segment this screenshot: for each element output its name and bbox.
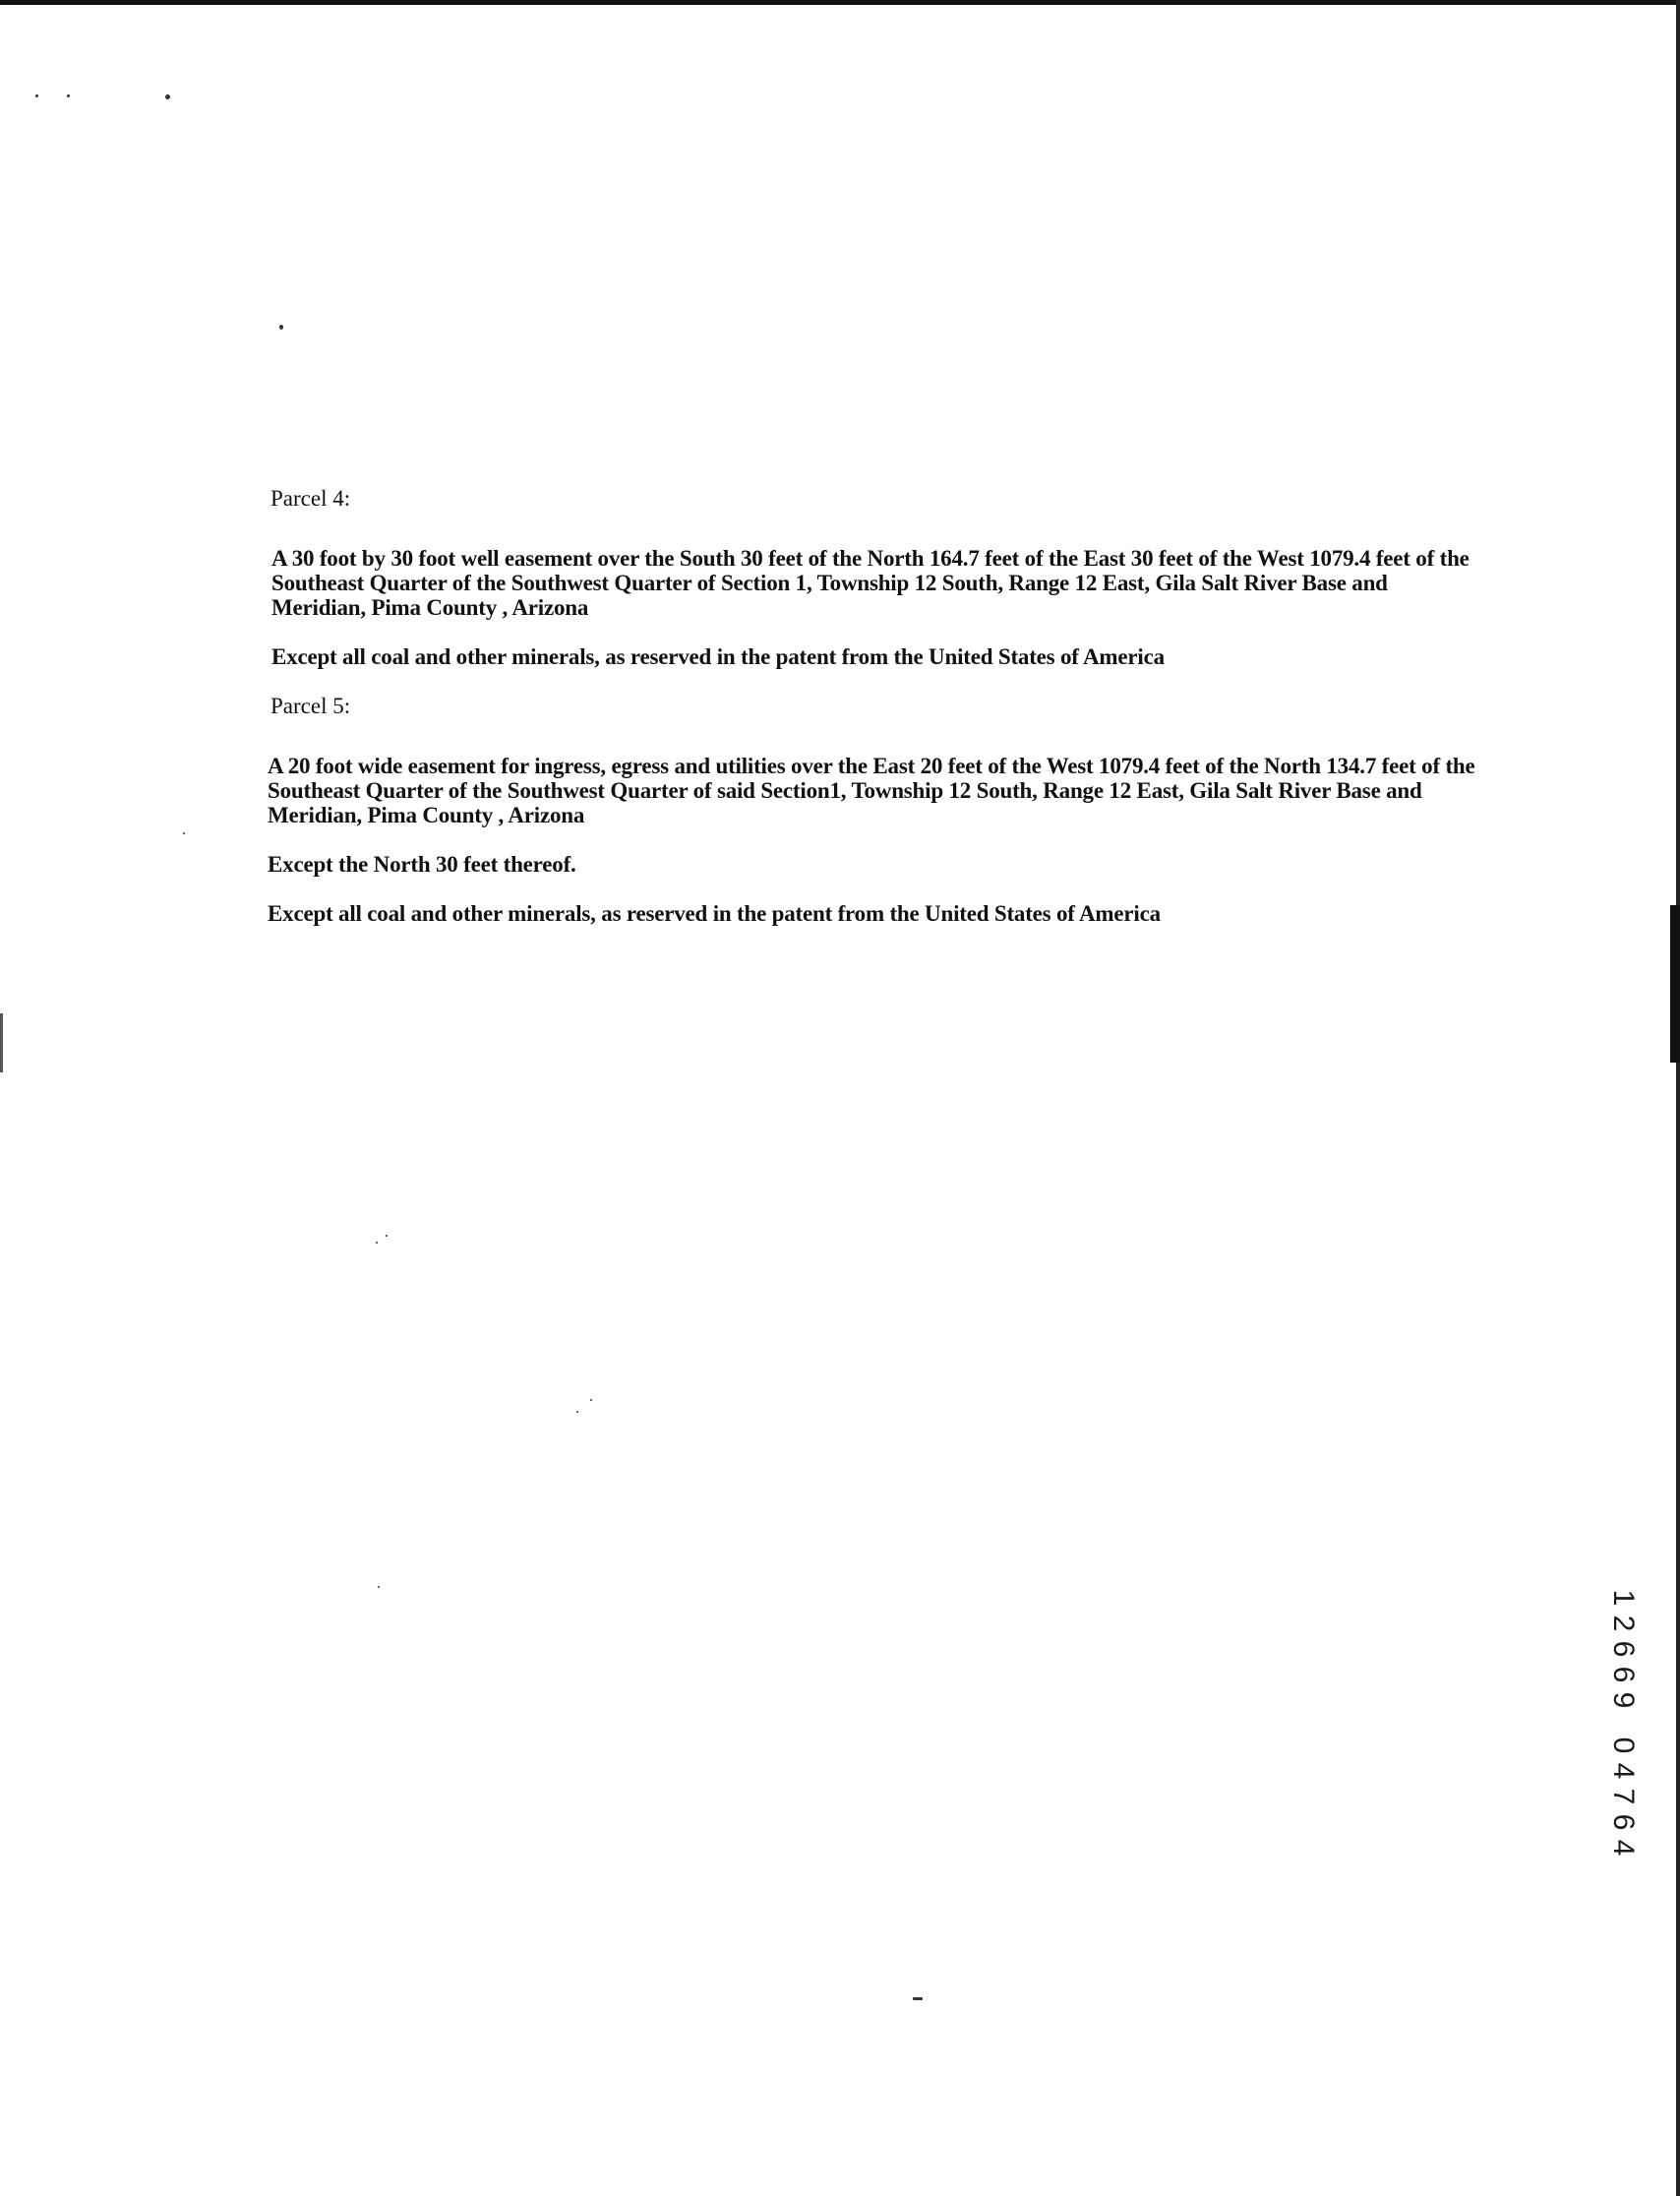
document-number-stamp bbox=[1601, 1586, 1645, 1871]
scan-edge-right-mark bbox=[1670, 905, 1680, 1063]
scan-speck bbox=[279, 325, 283, 330]
parcel-5-exception-north: Except the North 30 feet thereof. bbox=[268, 852, 576, 877]
parcel-4-description: A 30 foot by 30 foot well easement over the South 30 feet of the North 164.7 feet of the East 30 feet of the West 1079.4 feet of the Southeast Quarter of the Southwest Quarter of Section 1, Township 12 South, Range 12 East, Gila Salt River Base and Meridian, Pima County , Arizona bbox=[271, 546, 1470, 620]
scan-speck bbox=[576, 1411, 578, 1413]
scan-speck bbox=[376, 1242, 378, 1244]
scan-speck bbox=[183, 832, 185, 834]
document-number-digit: 4 bbox=[1607, 1839, 1640, 1857]
scan-speck bbox=[590, 1399, 592, 1401]
parcel-5-heading: Parcel 5: bbox=[270, 694, 351, 718]
scan-speck bbox=[165, 94, 170, 99]
scan-speck bbox=[378, 1586, 380, 1588]
document-number-digit: 2 bbox=[1607, 1615, 1640, 1632]
document-number-digit: 9 bbox=[1607, 1691, 1640, 1709]
document-number-digit: 6 bbox=[1607, 1813, 1640, 1831]
document-body bbox=[268, 486, 1477, 950]
parcel-5-exception-minerals: Except all coal and other minerals, as reserved in the patent from the United States of America bbox=[268, 901, 1161, 926]
document-number-digit: 0 bbox=[1607, 1737, 1640, 1754]
document-number-digit: 6 bbox=[1607, 1666, 1640, 1683]
document-number-digit: 1 bbox=[1607, 1589, 1640, 1607]
scan-speck bbox=[35, 94, 38, 97]
scan-edge-top bbox=[0, 0, 1680, 5]
document-number-digit: 7 bbox=[1607, 1788, 1640, 1805]
parcel-5-description: A 20 foot wide easement for ingress, egress and utilities over the East 20 feet of the West 1079.4 feet of the North 134.7 feet of the Southeast Quarter of the Southwest Quarter of said Section1, Township 12 South, Range 12 East, Gila Salt River Base and Meridian, Pima County , Arizona bbox=[268, 754, 1475, 827]
document-number-digit: 6 bbox=[1607, 1640, 1640, 1658]
scan-speck bbox=[386, 1235, 388, 1237]
document-number-digit: 4 bbox=[1607, 1762, 1640, 1780]
scan-edge-left-mark bbox=[0, 1013, 3, 1072]
scan-edge-right bbox=[1676, 0, 1680, 2196]
parcel-4-exception: Except all coal and other minerals, as reserved in the patent from the United States of America bbox=[271, 644, 1165, 669]
scan-speck bbox=[67, 94, 70, 97]
scan-speck bbox=[913, 1997, 923, 2000]
parcel-4-heading: Parcel 4: bbox=[270, 486, 351, 511]
